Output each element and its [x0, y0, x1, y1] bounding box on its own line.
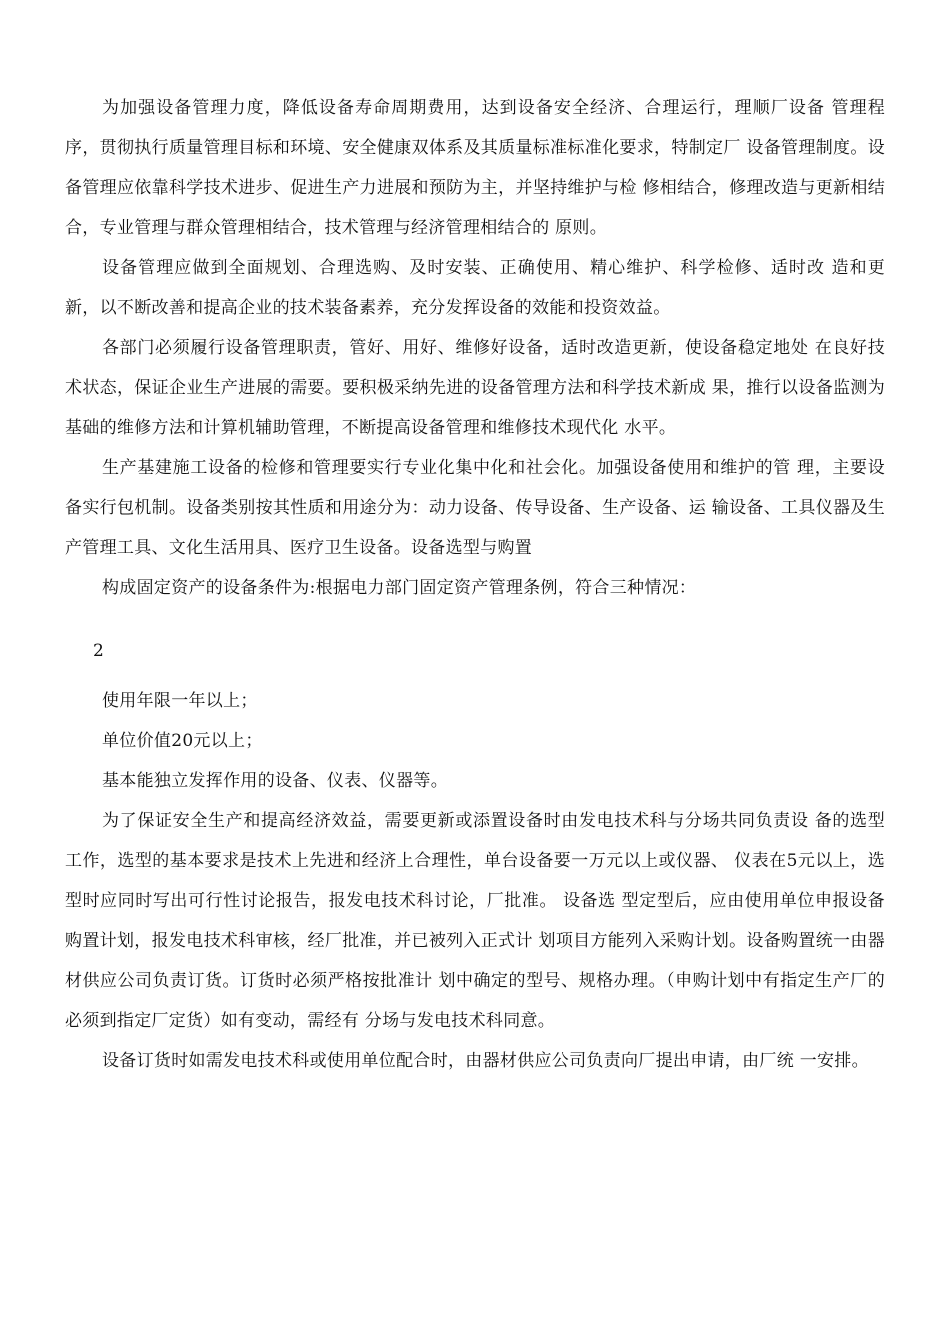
paragraph-ordering-coordination: 设备订货时如需发电技术科或使用单位配合时，由器材供应公司负责向厂提出申请，由厂统 一安排。 [102, 1051, 869, 1071]
paragraph-department-responsibilities: 各部门必须履行设备管理职责，管好、用好、维修好设备，适时改造更新，使设备稳定地处 在良好技术状态，保证企业生产进展的需要。要积极采纳先进的设备管理方法和科学技术新成 果，推行以设备监测为基础的维修方法和计算机辅助管理，不断提高设备管理和维修技术现代化 水平。 [65, 338, 885, 438]
page-number: 2 [93, 641, 104, 661]
paragraph-maintenance-and-categories: 生产基建施工设备的检修和管理要实行专业化集中化和社会化。加强设备使用和维护的管 理，主要设备实行包机制。设备类别按其性质和用途分为：动力设备、传导设备、生产设备、运 输设备、工具仪器及生产管理工具、文化生活用具、医疗卫生设备。设备选型与购置 [65, 458, 885, 558]
list-item-service-life: 使用年限一年以上； [102, 691, 258, 711]
paragraph-management-requirements: 设备管理应做到全面规划、合理选购、及时安装、正确使用、精心维护、科学检修、适时改 造和更新，以不断改善和提高企业的技术装备素养，充分发挥设备的效能和投资效益。 [65, 258, 885, 318]
paragraph-selection-and-purchase: 为了保证安全生产和提高经济效益，需要更新或添置设备时由发电技术科与分场共同负责设 备的选型工作，选型的基本要求是技术上先进和经济上合理性，单台设备要一万元以上或仪器、 仪表在5元以上，选型时应同时写出可行性讨论报告，报发电技术科讨论，厂批准。 设备选 型定型后，应由使用单位申报设备购置计划，报发电技术科审核，经厂批准，并已被列入正式计 划项目方能列入采购计划。设备购置统一由器材供应公司负责订货。订货时必须严格按批准计 划中确定的型号、规格办理。（申购计划中有指定生产厂的必须到指定厂定货）如有变动，需经有 分场与发电技术科同意。 [65, 811, 885, 1031]
list-item-unit-value: 单位价值20元以上； [102, 731, 263, 751]
document-body [65, 88, 885, 1081]
paragraph-fixed-asset-conditions: 构成固定资产的设备条件为:根据电力部门固定资产管理条例，符合三种情况： [102, 578, 697, 598]
list-item-independent-function: 基本能独立发挥作用的设备、仪表、仪器等。 [102, 771, 448, 791]
paragraph-equipment-management-purpose: 为加强设备管理力度，降低设备寿命周期费用，达到设备安全经济、合理运行，理顺厂设备 管理程序，贯彻执行质量管理目标和环境、安全健康双体系及其质量标准标准化要求，特制定厂 设备管理制度。设备管理应依靠科学技术进步、促进生产力进展和预防为主，并坚持维护与检 修相结合，修理改造与更新相结合，专业管理与群众管理相结合，技术管理与经济管理相结合的 原则。 [65, 98, 885, 238]
